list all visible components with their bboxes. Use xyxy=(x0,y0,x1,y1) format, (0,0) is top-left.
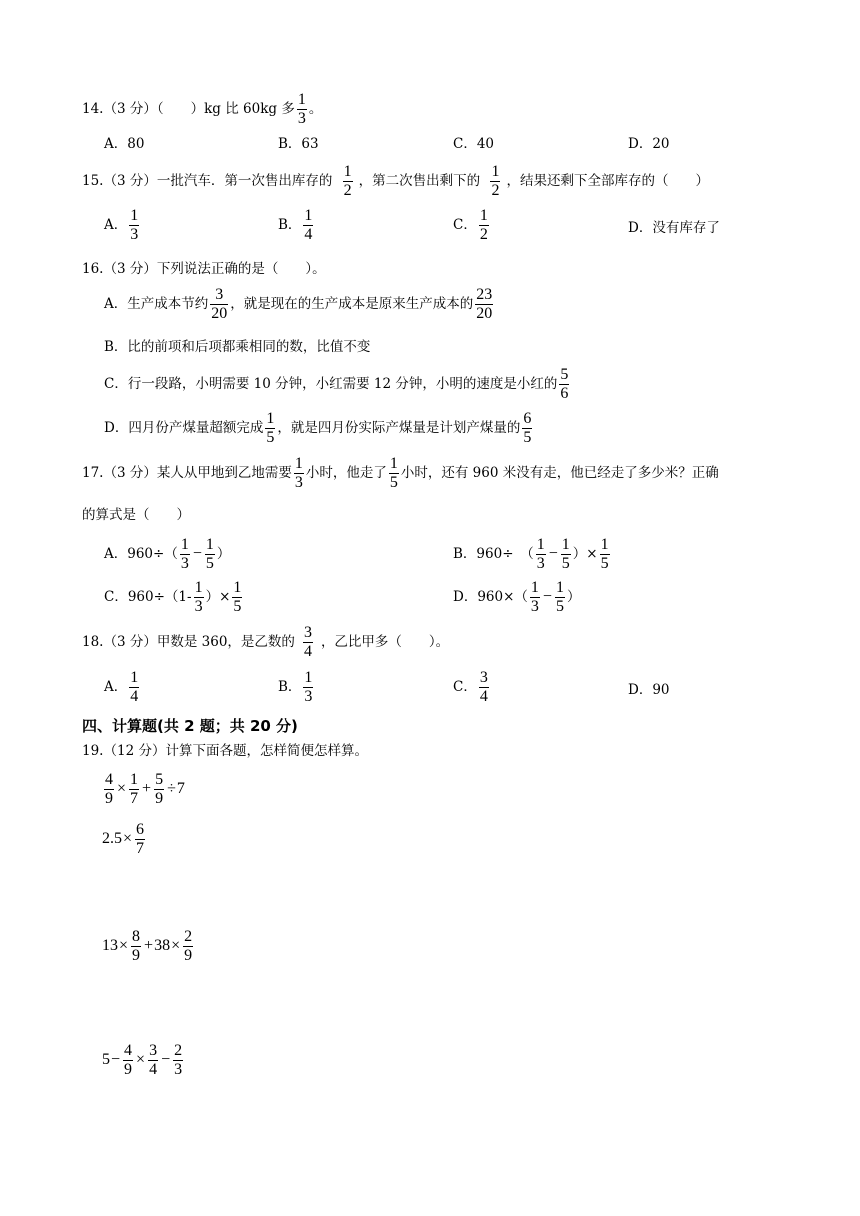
times-sign: × xyxy=(136,1051,146,1069)
question-points: （3 分） xyxy=(103,465,157,481)
option-c: C． $\frac{3}{4}$ xyxy=(453,669,488,705)
question-text: ，乙比甲多（ ）。 xyxy=(320,634,450,650)
minus-sign: − xyxy=(111,1051,121,1069)
option-d: D．90 xyxy=(628,682,670,698)
option-a: A．960÷（ $\frac{1}{3}$ − $\frac{1}{5}$ ） xyxy=(104,536,231,572)
question-text: 甲数是 360，是乙数的 xyxy=(156,634,295,650)
question-17-cont xyxy=(82,509,190,523)
option-c: C．40 xyxy=(453,136,495,152)
question-text: ，结果还剩下全部库存的（ ） xyxy=(506,173,709,189)
question-text: 计算下面各题，怎样简便怎样算。 xyxy=(165,743,368,759)
question-text: 的算式是（ ） xyxy=(82,507,190,523)
question-text: 小时，还有 960 米没有走，他已经走了多少米？正确 xyxy=(400,465,719,481)
option-b: B．63 xyxy=(278,136,319,152)
times-sign: × xyxy=(117,780,127,798)
minus-sign: − xyxy=(548,545,558,562)
question-number: 17. xyxy=(82,465,104,481)
expression-3 xyxy=(102,929,195,964)
question-text: ，第二次售出剩下的 xyxy=(358,173,481,189)
option-a: A．生产成本节约 $\frac{3}{20}$ ，就是现在的生产成本是原来生产成本的 $\frac{23}{20}$ xyxy=(104,286,493,322)
option-d: D．没有库存了 xyxy=(628,220,720,236)
option-b: B． $\frac{1}{4}$ xyxy=(278,207,313,243)
fraction: $\frac{1}{3}$ xyxy=(180,536,189,572)
fraction: $\frac{3}{4}$ xyxy=(479,669,488,705)
fraction: $\frac{1}{5}$ xyxy=(389,455,398,491)
question-text: （ ）kg 比 60kg 多 xyxy=(156,101,295,117)
fraction: $\frac{1}{3}$ xyxy=(304,669,313,705)
number: 5 xyxy=(102,1051,110,1069)
question-number: 19. xyxy=(82,743,104,759)
expression-2 xyxy=(102,822,147,857)
question-14 xyxy=(82,92,322,127)
minus-sign: − xyxy=(192,545,202,562)
fraction: $\frac{1}{3}$ xyxy=(297,91,306,127)
times-sign: × xyxy=(119,937,129,955)
question-number: 14. xyxy=(82,101,104,117)
number: 13 xyxy=(102,937,118,955)
fraction: $\frac{6}{5}$ xyxy=(523,410,532,446)
times-sign: × xyxy=(123,830,133,848)
fraction: $\frac{2}{3}$ xyxy=(174,1042,183,1078)
fraction: $\frac{2}{9}$ xyxy=(184,928,193,964)
plus-sign: + xyxy=(142,780,152,798)
fraction: $\frac{8}{9}$ xyxy=(132,928,141,964)
minus-sign: − xyxy=(161,1051,171,1069)
question-text: 小时，他走了 xyxy=(305,465,387,481)
question-number: 15. xyxy=(82,173,104,189)
fraction: $\frac{1}{4}$ xyxy=(130,669,139,705)
times-sign: × xyxy=(171,937,181,955)
fraction: $\frac{1}{5}$ xyxy=(600,536,609,572)
section-heading: 四、计算题(共 2 题；共 20 分) xyxy=(82,717,298,735)
question-points: （12 分） xyxy=(103,743,166,759)
question-16 xyxy=(82,263,326,277)
question-18 xyxy=(82,625,449,660)
fraction: $\frac{4}{9}$ xyxy=(124,1042,133,1078)
fraction: $\frac{3}{4}$ xyxy=(303,624,312,660)
fraction: $\frac{1}{3}$ xyxy=(294,455,303,491)
question-19 xyxy=(82,745,368,759)
fraction: $\frac{5}{6}$ xyxy=(560,366,569,402)
minus-sign: − xyxy=(542,588,552,605)
option-b: B．960÷ （ $\frac{1}{3}$ − $\frac{1}{5}$ ）× $\frac{1}{5}$ xyxy=(453,536,609,572)
question-number: 16. xyxy=(82,261,104,277)
option-c: C．行一段路，小明需要 10 分钟，小红需要 12 分钟，小明的速度是小红的 $\frac{5}{6}$ xyxy=(104,366,569,402)
question-text: 某人从甲地到乙地需要 xyxy=(156,465,292,481)
option-c: C．960÷（1- $\frac{1}{3}$ ）× $\frac{1}{5}$ xyxy=(104,579,242,615)
option-d: D．20 xyxy=(628,136,670,152)
expression-4 xyxy=(102,1043,185,1078)
question-points: （3 分） xyxy=(103,634,157,650)
question-text: 一批汽车．第一次售出库存的 xyxy=(156,173,333,189)
fraction: $\frac{23}{20}$ xyxy=(476,286,493,322)
option-a: A．80 xyxy=(104,136,145,152)
fraction: $\frac{4}{9}$ xyxy=(105,771,113,807)
question-points: （3 分） xyxy=(103,101,157,117)
question-15 xyxy=(82,164,709,199)
question-points: （3 分） xyxy=(103,173,157,189)
fraction: $\frac{3}{20}$ xyxy=(211,286,228,322)
fraction: $\frac{3}{4}$ xyxy=(149,1042,158,1078)
divide-sign: ÷ xyxy=(167,780,176,798)
option-c: C． $\frac{1}{2}$ xyxy=(453,207,488,243)
fraction: $\frac{1}{3}$ xyxy=(130,207,139,243)
fraction: $\frac{6}{7}$ xyxy=(136,821,145,857)
fraction: $\frac{1}{5}$ xyxy=(561,536,570,572)
question-text-end: 。 xyxy=(308,101,323,117)
fraction: $\frac{1}{7}$ xyxy=(130,771,139,807)
fraction: $\frac{1}{3}$ xyxy=(194,579,203,615)
fraction: $\frac{5}{9}$ xyxy=(155,771,164,807)
option-d: D．四月份产煤量超额完成 $\frac{1}{5}$ ，就是四月份实际产煤量是计划产煤量的 $\frac{6}{5}$ xyxy=(104,410,532,446)
option-d: D．960×（ $\frac{1}{3}$ − $\frac{1}{5}$ ） xyxy=(453,579,581,615)
question-17 xyxy=(82,456,719,491)
plus-sign: + xyxy=(144,937,154,955)
number: 38 xyxy=(154,937,171,955)
option-b: B． $\frac{1}{3}$ xyxy=(278,669,313,705)
fraction: $\frac{1}{3}$ xyxy=(530,579,539,615)
fraction: $\frac{1}{5}$ xyxy=(555,579,564,615)
question-text: 下列说法正确的是（ ）。 xyxy=(156,261,326,277)
question-number: 18. xyxy=(82,634,104,650)
option-b: B．比的前项和后项都乘相同的数，比值不变 xyxy=(104,339,371,355)
fraction: $\frac{1}{2}$ xyxy=(343,163,352,199)
number: 2.5 xyxy=(102,830,122,848)
option-a: A． $\frac{1}{3}$ xyxy=(104,207,139,243)
fraction: $\frac{1}{5}$ xyxy=(266,410,275,446)
option-a: A． $\frac{1}{4}$ xyxy=(104,669,139,705)
fraction: $\frac{1}{5}$ xyxy=(233,579,242,615)
fraction: $\frac{1}{2}$ xyxy=(479,207,488,243)
fraction: $\frac{1}{5}$ xyxy=(205,536,214,572)
question-points: （3 分） xyxy=(103,261,157,277)
expression-1 xyxy=(102,772,185,807)
fraction: $\frac{1}{3}$ xyxy=(536,536,545,572)
number: 7 xyxy=(176,780,185,798)
fraction: $\frac{1}{4}$ xyxy=(304,207,313,243)
fraction: $\frac{1}{2}$ xyxy=(491,163,500,199)
